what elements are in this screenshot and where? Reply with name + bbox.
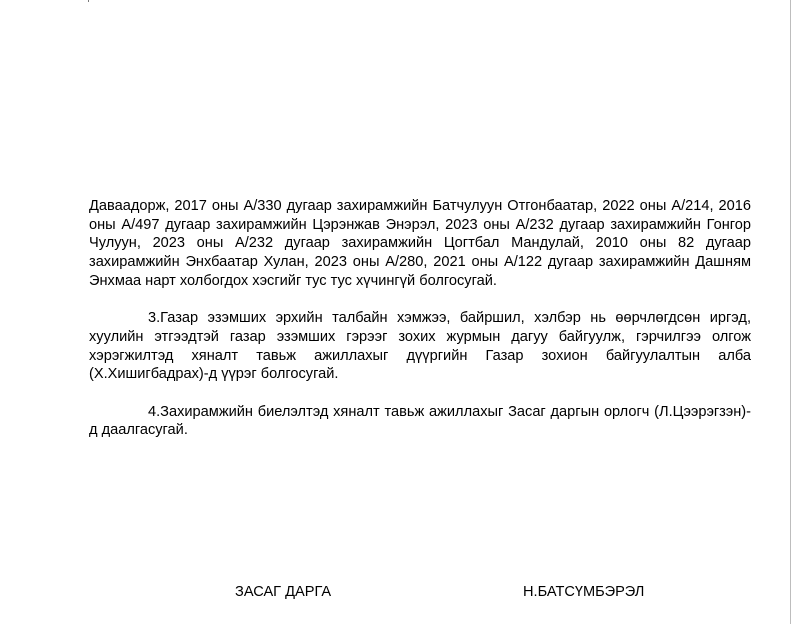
document-body: [89, 197, 751, 440]
paragraph-item-4: 4.Захирамжийн биелэлтэд хяналт тавьж ажиллахыг Засаг даргын орлогч (Л.Цээрэгзэн)-д даалгасугай.: [89, 403, 751, 439]
signature-name: Н.БАТСҮМБЭРЭЛ: [523, 584, 645, 600]
paragraph-continuation: Даваадорж, 2017 оны А/330 дугаар захирамжийн Батчулуун Отгонбаатар, 2022 оны А/214, 2016 оны А/497 дугаар захирамжийн Цэрэнжав Энэрэл, 2023 оны А/232 дугаар захирамжийн Гонгор Чулуун, 2023 оны А/232 дугаар захирамжийн Цогтбал Мандулай, 2010 оны 82 дугаар захирамжийн Энхбаатар Хулан, 2023 оны А/280, 2021 оны А/122 дугаар захирамжийн Дашням Энхмаа нарт холбогдох хэсгийг тус тус хүчингүй болгосугай.: [89, 198, 751, 289]
paragraph-item-3: 3.Газар эзэмших эрхийн талбайн хэмжээ, байршил, хэлбэр нь өөрчлөгдсөн иргэд, хуулийн этгээдтэй газар эзэмших гэрээг зохих журмын дагуу байгуулж, гэрчилгээ олгож хэрэгжилтэд хяналт тавьж ажиллахыг дүүргийн Газар зохион байгуулалтын алба (Х.Хишигбадрах)-д үүрэг болгосугай.: [89, 310, 751, 383]
page-corner-mark: [88, 0, 95, 2]
signature-title: ЗАСАГ ДАРГА: [235, 584, 332, 600]
